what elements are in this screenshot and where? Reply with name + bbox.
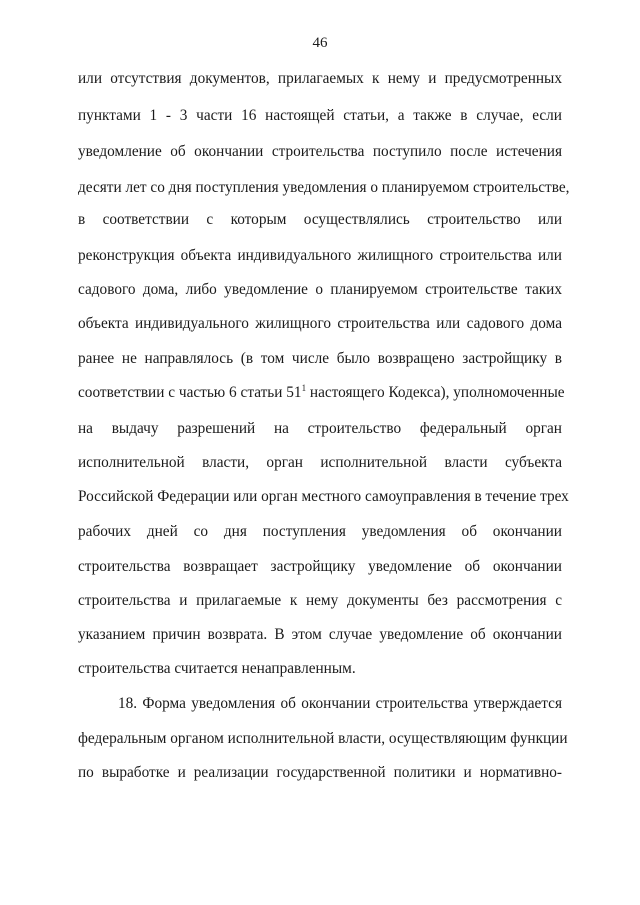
text-line: по выработке и реализации государственной политики и нормативно-	[78, 764, 562, 781]
text-line: на выдачу разрешений на строительство федеральный орган	[78, 420, 562, 437]
text-line: строительства считается ненаправленным.	[78, 660, 356, 677]
text-line: указанием причин возврата. В этом случае уведомление об окончании	[78, 626, 562, 643]
text-line: уведомление об окончании строительства поступило после истечения	[78, 143, 562, 160]
text-fragment: настоящего Кодекса), уполномоченные	[306, 384, 565, 401]
text-line: объекта индивидуального жилищного строительства или садового дома	[78, 315, 562, 332]
text-line: рабочих дней со дня поступления уведомления об окончании	[78, 523, 562, 540]
text-line	[78, 383, 565, 403]
text-line: Российской Федерации или орган местного самоуправления в течение трех	[78, 488, 569, 505]
text-line: пунктами 1 - 3 части 16 настоящей статьи, а также в случае, если	[78, 107, 562, 124]
superscript: 1	[301, 383, 307, 393]
text-line: федеральным органом исполнительной власти, осуществляющим функции	[78, 730, 568, 747]
page-number: 46	[312, 35, 328, 51]
text-line: садового дома, либо уведомление о планируемом строительстве таких	[78, 281, 562, 298]
text-line: в соответствии с которым осуществлялись строительство или	[78, 211, 562, 228]
text-line: десяти лет со дня поступления уведомления о планируемом строительстве,	[78, 179, 570, 196]
text-line: 18. Форма уведомления об окончании строительства утверждается	[118, 695, 562, 712]
text-line: исполнительной власти, орган исполнительной власти субъекта	[78, 454, 562, 471]
text-line: строительства и прилагаемые к нему документы без рассмотрения с	[78, 592, 562, 609]
text-line: реконструкция объекта индивидуального жилищного строительства или	[78, 247, 562, 264]
text-line: ранее не направлялось (в том числе было возвращено застройщику в	[78, 350, 562, 367]
text-fragment: соответствии с частью 6 статьи 51	[78, 384, 302, 401]
text-line: или отсутствия документов, прилагаемых к нему и предусмотренных	[78, 70, 562, 87]
text-line: строительства возвращает застройщику уведомление об окончании	[78, 558, 562, 575]
